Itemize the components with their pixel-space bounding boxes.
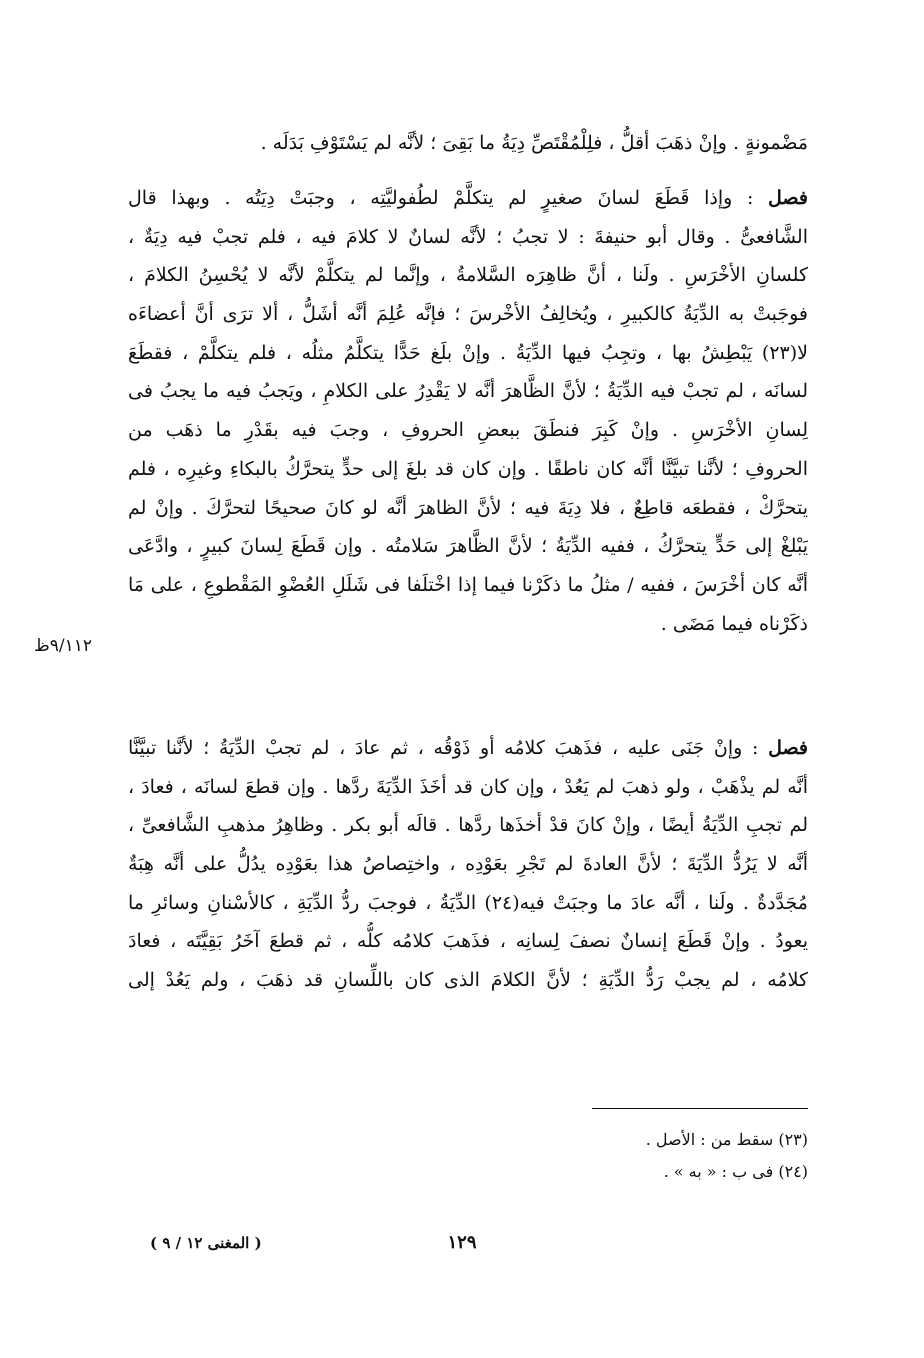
text-line: لا(٢٣) يَبْطِشُ بها ، وتجِبُ فيها الدِّيَةُ . وإنْ بلَغ حَدًّا يتكلَّمُ مثلُه ، فلم يتكلَّمْ ، فقطَعَ bbox=[128, 341, 808, 364]
paragraph-1 bbox=[128, 179, 808, 643]
paragraph-top bbox=[128, 124, 808, 163]
text-line: فصل : وإنْ جَنَى عليه ، فذَهبَ كلامُه أو ذَوْقُه ، ثم عادَ ، لم تجبْ الدِّيَةُ ؛ لأنَّنا تبيَّنَّا bbox=[128, 737, 808, 759]
text-line: الحروفِ ؛ لأنَّنا تبيَّنَّا أنَّه كان ناطقًا . وإن كان قد بلغَ إلى حدٍّ يتحرَّكُ بالبكاءِ وغيرِه ، فلم bbox=[128, 457, 808, 480]
text-line: أنَّه لا يَرُدُّ الدِّيَةَ ؛ لأنَّ العادةَ لم تَجْرِ بعَوْدِه ، واختِصاصُ هذا بعَوْدِه يدُلُّ على أنَّه هِبَةٌ bbox=[128, 853, 808, 876]
section-heading: فصل bbox=[768, 187, 808, 209]
text-line: أنَّه كان أخْرَسَ ، ففيه / مثلُ ما ذكَرْنا فيما إذا اخْتلَفا فى شَلَلِ العُضْوِ المَقْطوعِ ، على مَا bbox=[128, 573, 808, 596]
text-line: فصل : وإذا قَطَعَ لسانَ صغيرٍ لم يتكلَّمْ لطُفوليَّتِه ، وجبَتْ دِيَتُه . وبهذا قال bbox=[128, 187, 808, 209]
text-line: لسانَه ، لم تجبْ فيه الدِّيَةُ ؛ لأنَّ الظَّاهرَ أنَّه لا يَقْدِرُ على الكلامِ ، ويَجبُ فيه ما يجبُ فى bbox=[128, 380, 808, 403]
section-heading: فصل bbox=[768, 737, 808, 759]
text-line: يتحرَّكْ ، فقطعَه قاطِعٌ ، فلا دِيَةَ فيه ؛ لأنَّ الظاهرَ أنَّه لو كانَ صحيحًا لتحرَّكَ . وإنْ لم bbox=[128, 496, 808, 519]
text-line: مُجَدَّدةٌ . ولَنا ، أنَّه عادَ ما وجبَتْ فيه(٢٤) الدِّيَةُ ، فوجبَ ردُّ الدِّيَةِ ، كالأسْنانِ وسائرِ ما bbox=[128, 891, 808, 914]
paragraph-2 bbox=[128, 729, 808, 1000]
text-line: يَبْلغْ إلى حَدٍّ يتحرَّكُ ، ففيه الدِّيَةُ ؛ لأنَّ الظَّاهرَ سَلامتُه . وإن قَطَعَ لِسانَ كبيرٍ ، وادَّعَى bbox=[128, 535, 808, 558]
signature-mark: ( المغنى ١٢ / ٩ ) bbox=[150, 1234, 262, 1252]
text-line: ذكَرْناه فيما مَضَى . bbox=[660, 612, 808, 635]
text-line: لِسانِ الأخْرَسِ . وإنْ كَبِرَ فنطَقَ ببعضِ الحروفِ ، وجبَ فيه بقَدْرِ ما ذهَب من bbox=[128, 419, 808, 442]
page-number: ١٢٩ bbox=[447, 1232, 477, 1253]
footnote: (٢٤) فى ب : « به » . bbox=[663, 1162, 808, 1181]
footnote-divider bbox=[592, 1108, 808, 1109]
text-line: كلسانِ الأخْرَسِ . ولَنا ، أنَّ ظاهِرَه السَّلامةُ ، وإنَّما لم يتكلَّمْ لأنَّه لا يُحْسِنُ الكلامَ ، bbox=[128, 264, 808, 287]
text-line: الشَّافعىُّ . وقال أبو حنيفةَ : لا تجبُ ؛ لأنَّه لسانٌ لا كلامَ فيه ، فلم تجبْ فيه دِيَةٌ ، bbox=[128, 225, 808, 248]
footnote: (٢٣) سقط من : الأصل . bbox=[645, 1130, 808, 1149]
text-line: يعودُ . وإنْ قَطَعَ إنسانٌ نصفَ لِسانِه ، فذَهبَ كلامُه كلُّه ، ثم قطعَ آخَرُ بَقِيَّتَه ، فعادَ bbox=[128, 930, 808, 953]
text-line: مَضْمونةٍ . وإنْ ذهَبَ أقلُّ ، فلِلْمُقْتَصِّ دِيَةُ ما بَقِىَ ؛ لأنَّه لم يَسْتَوْفِ بَدَلَه . bbox=[260, 132, 808, 154]
text-line: كلامُه ، لم يجبْ رَدُّ الدِّيَةِ ؛ لأنَّ الكلامَ الذى كان باللِّسانِ قد ذهَبَ ، ولم يَعُدْ إلى bbox=[128, 969, 808, 992]
text-line: أنَّه لم يذْهَبْ ، ولو ذهبَ لم يَعُدْ ، وإن كان قد أخَذَ الدِّيَةَ ردَّها . وإن قطعَ لسانَه ، فعادَ ، bbox=[128, 775, 808, 798]
text-line: فوجَبتْ به الدِّيَةُ كالكبيرِ ، ويُخالِفُ الأخْرسَ ؛ فإنَّه عُلِمَ أنَّه أشَلُّ ، ألا ترَى أنَّ أعضاءَه bbox=[128, 303, 808, 326]
margin-note: ٩/١١٢ظ bbox=[34, 636, 92, 656]
text-line: لم تجبِ الدِّيَةُ أيضًا ، وإنْ كانَ قدْ أخذَها ردَّها . قالَه أبو بكر . وظاهِرُ مذهبِ الشَّافعىِّ ، bbox=[128, 814, 808, 837]
